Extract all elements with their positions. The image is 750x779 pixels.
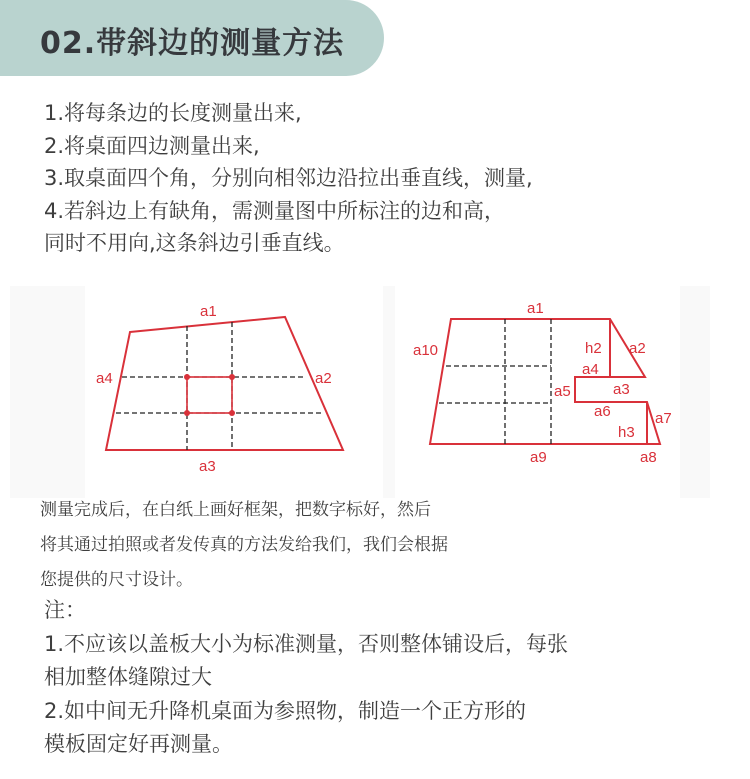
step-1: 1.将每条边的长度测量出来, [44,101,302,125]
corner-dot [184,374,190,380]
label-a8: a8 [640,449,657,466]
right-notched-diagram [413,300,672,466]
label-a3: a3 [199,458,216,475]
corner-dot [229,410,235,416]
figure-diagrams [10,286,710,498]
step-4: 4.若斜边上有缺角，需测量图中所标注的边和高， [44,198,506,223]
label-a4: a4 [582,361,599,378]
caption-line-2: 将其通过拍照或者发传真的方法发给我们，我们会根据 [40,535,448,555]
label-a6: a6 [594,403,611,420]
step-4-continued: 同时不用向,这条斜边引垂直线。 [44,231,345,255]
label-a9: a9 [530,449,547,466]
note-2: 2.如中间无升降机桌面为参照物，制造一个正方形的 [44,698,527,723]
label-a3: a3 [613,381,630,398]
label-a2: a2 [315,370,332,387]
label-a10: a10 [413,342,439,359]
center-rectangle [187,377,232,413]
label-h3: h3 [618,424,635,441]
note-1: 1.不应该以盖板大小为标准测量，否则整体铺设后，每张 [44,631,569,656]
label-h2: h2 [585,340,602,357]
steps-list [44,97,724,260]
notes-section [44,594,744,762]
label-a2: a2 [629,340,646,357]
step-2: 2.将桌面四边测量出来, [44,133,260,158]
section-title: 02.带斜边的测量方法 [40,26,345,61]
caption-text [40,493,720,598]
measurement-figures [10,286,710,498]
label-a1: a1 [527,300,544,317]
left-trapezoid-outline [106,317,343,450]
left-trapezoid-diagram [96,303,343,475]
corner-dot [229,374,235,380]
step-3: 3.取桌面四个角，分别向相邻边沿拉出垂直线，测量, [44,166,533,190]
label-a1: a1 [200,303,217,320]
note-1-continued: 相加整体缝隙过大 [44,665,212,689]
note-2-continued: 模板固定好再测量。 [44,732,233,756]
notes-heading: 注： [44,598,86,622]
corner-dot [184,410,190,416]
label-a5: a5 [554,383,571,400]
section-header [0,0,384,76]
label-a4: a4 [96,370,113,387]
label-a7: a7 [655,410,672,427]
caption-line-1: 测量完成后，在白纸上画好框架，把数字标好，然后 [40,500,431,520]
caption-line-3: 您提供的尺寸设计。 [40,570,193,590]
